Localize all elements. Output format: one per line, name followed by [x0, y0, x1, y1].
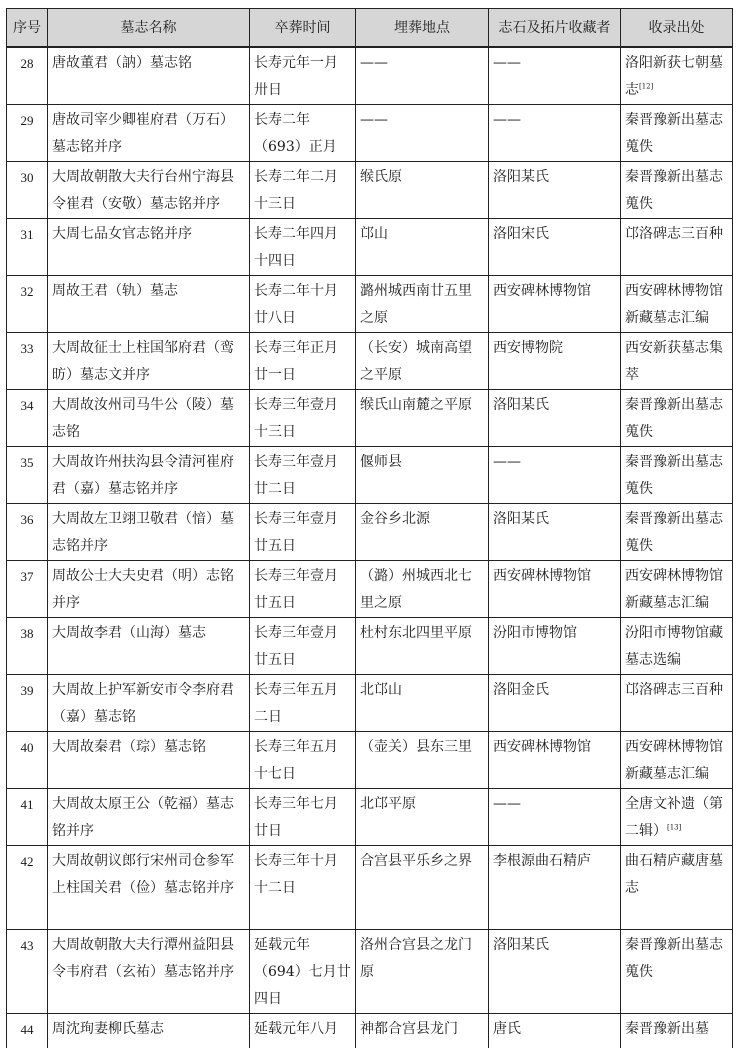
burial-date-text: 长寿三年壹月廿二日: [254, 454, 338, 497]
burial-date-text: 长寿三年壹月廿五日: [254, 511, 338, 554]
collection-holder: [489, 789, 621, 846]
collection-holder-text: 洛阳某氏: [493, 511, 549, 527]
source-publication-text: 秦晋豫新出墓志蒐佚: [625, 937, 723, 980]
row-number-text: 34: [20, 398, 34, 413]
row-number-text: 28: [20, 56, 34, 71]
collection-holder-text: 西安碑林博物馆: [493, 283, 591, 299]
inscription-name: [48, 618, 250, 675]
source-publication: [621, 47, 733, 105]
source-publication-text: 曲石精庐藏唐墓志: [625, 853, 723, 896]
source-publication: [621, 390, 733, 447]
burial-place-text: 洛州合宫县之龙门原: [360, 937, 472, 980]
inscription-name: [48, 732, 250, 789]
inscription-name-text: 周故公士大夫史君（明）志铭并序: [52, 568, 234, 611]
source-publication: [621, 276, 733, 333]
source-publication: [621, 1014, 733, 1048]
collection-holder-text: ——: [493, 112, 521, 128]
burial-date: [250, 789, 356, 846]
table-row: [7, 219, 733, 276]
source-publication: [621, 447, 733, 504]
inscription-name: [48, 675, 250, 732]
collection-holder-text: 洛阳某氏: [493, 397, 549, 413]
collection-holder: [489, 846, 621, 930]
header-cell: 序号: [7, 9, 48, 48]
source-publication-text: 全唐文补遗（第二辑）: [625, 796, 723, 839]
footnote-marker: [12]: [639, 82, 654, 91]
source-publication: [621, 618, 733, 675]
burial-place: [356, 162, 489, 219]
inscription-name: [48, 105, 250, 162]
burial-place-text: 北邙平原: [360, 796, 416, 812]
row-number-text: 42: [20, 854, 34, 869]
burial-date-text: 延载元年八月: [254, 1021, 338, 1037]
inscription-name: [48, 390, 250, 447]
table-row: [7, 846, 733, 930]
burial-date-text: 长寿三年七月廿日: [254, 796, 338, 839]
burial-date-text: 长寿三年十月十二日: [254, 853, 338, 896]
collection-holder: [489, 930, 621, 1014]
inscription-name: [48, 219, 250, 276]
burial-date-text: 长寿三年壹月廿五日: [254, 568, 338, 611]
row-number-text: 36: [20, 512, 34, 527]
inscription-name-text: 唐故司宰少卿崔府君（万石）墓志铭并序: [52, 112, 234, 155]
burial-date: [250, 162, 356, 219]
collection-holder: [489, 47, 621, 105]
collection-holder: [489, 732, 621, 789]
burial-date: [250, 561, 356, 618]
row-number-text: 30: [20, 170, 34, 185]
header-cell: 墓志名称: [48, 9, 250, 48]
source-publication: [621, 333, 733, 390]
row-number: [7, 675, 48, 732]
burial-place: [356, 732, 489, 789]
burial-place: [356, 219, 489, 276]
source-publication: [621, 105, 733, 162]
source-publication-text: 西安碑林博物馆新藏墓志汇编: [625, 283, 723, 326]
inscription-name: [48, 561, 250, 618]
table-row: [7, 105, 733, 162]
source-publication-text: 秦晋豫新出墓志蒐佚: [625, 454, 723, 497]
collection-holder: [489, 675, 621, 732]
collection-holder-text: ——: [493, 796, 521, 812]
table-header-row: [7, 9, 733, 48]
burial-place: [356, 504, 489, 561]
inscription-name-text: 大周故朝议郎行宋州司仓参军上柱国关君（俭）墓志铭并序: [52, 853, 234, 896]
inscription-name: [48, 504, 250, 561]
source-publication-text: 邙洛碑志三百种: [625, 682, 723, 698]
burial-place: [356, 930, 489, 1014]
source-publication-text: 西安新获墓志集萃: [625, 340, 723, 383]
table-row: [7, 561, 733, 618]
burial-date-text: 长寿二年十月廿八日: [254, 283, 338, 326]
collection-holder: [489, 504, 621, 561]
source-publication: [621, 162, 733, 219]
collection-holder: [489, 276, 621, 333]
inscription-name-text: 大周七品女官志铭并序: [52, 226, 192, 242]
burial-place: [356, 675, 489, 732]
row-number-text: 33: [20, 341, 34, 356]
source-publication: [621, 561, 733, 618]
inscription-name-text: 大周故许州扶沟县令清河崔府君（嘉）墓志铭并序: [52, 454, 234, 497]
burial-place-text: 金谷乡北源: [360, 511, 430, 527]
source-publication-text: 邙洛碑志三百种: [625, 226, 723, 242]
row-number: [7, 162, 48, 219]
row-number-text: 39: [20, 683, 34, 698]
row-number: [7, 732, 48, 789]
burial-place-text: （潞）州城西北七里之原: [360, 568, 472, 611]
inscription-name-text: 大周故秦君（琮）墓志铭: [52, 739, 206, 755]
row-number-text: 41: [20, 797, 34, 812]
collection-holder-text: 洛阳某氏: [493, 937, 549, 953]
table-row: [7, 930, 733, 1014]
burial-date: [250, 47, 356, 105]
inscription-name: [48, 789, 250, 846]
burial-date-text: 长寿三年正月廿一日: [254, 340, 338, 383]
burial-place: [356, 276, 489, 333]
collection-holder-text: 李根源曲石精庐: [493, 853, 591, 869]
source-publication-text: 洛阳新获七朝墓志: [625, 55, 723, 98]
collection-holder-text: ——: [493, 454, 521, 470]
inscription-name-text: 大周故朝散大夫行台州宁海县令崔君（安敬）墓志铭并序: [52, 169, 234, 212]
source-publication-text: 秦晋豫新出墓: [625, 1021, 709, 1037]
burial-place: [356, 333, 489, 390]
source-publication-text: 秦晋豫新出墓志蒐佚: [625, 397, 723, 440]
source-publication: [621, 732, 733, 789]
table-row: [7, 789, 733, 846]
row-number: [7, 1014, 48, 1048]
inscription-name-text: 大周故朝散大夫行潭州益阳县令韦府君（玄祐）墓志铭并序: [52, 937, 234, 980]
burial-place-text: 偃师县: [360, 454, 402, 470]
row-number: [7, 447, 48, 504]
collection-holder: [489, 219, 621, 276]
collection-holder: [489, 618, 621, 675]
burial-place-text: 潞州城西南廿五里之原: [360, 283, 472, 326]
burial-place-text: ——: [360, 112, 388, 128]
source-publication-text: 汾阳市博物馆藏墓志选编: [625, 625, 723, 668]
inscription-name-text: 大周故征士上柱国邹府君（鸾昉）墓志文并序: [52, 340, 234, 383]
inscription-name: [48, 930, 250, 1014]
collection-holder-text: 唐氏: [493, 1021, 521, 1037]
burial-place: [356, 846, 489, 930]
table-row: [7, 1014, 733, 1048]
row-number: [7, 789, 48, 846]
burial-date-text: 长寿二年四月十四日: [254, 226, 338, 269]
collection-holder-text: ——: [493, 55, 521, 71]
burial-place: [356, 447, 489, 504]
row-number: [7, 846, 48, 930]
inscription-name-text: 大周故汝州司马牛公（陵）墓志铭: [52, 397, 234, 440]
burial-date-text: 长寿三年壹月廿五日: [254, 625, 338, 668]
burial-place-text: 缑氏原: [360, 169, 402, 185]
burial-place-text: 邙山: [360, 226, 388, 242]
source-publication: [621, 504, 733, 561]
collection-holder: [489, 447, 621, 504]
burial-place-text: 神都合宫县龙门: [360, 1021, 458, 1037]
header-cell: 埋葬地点: [356, 9, 489, 48]
table-row: [7, 276, 733, 333]
inscription-name: [48, 276, 250, 333]
row-number: [7, 561, 48, 618]
collection-holder: [489, 561, 621, 618]
burial-place: [356, 618, 489, 675]
burial-date: [250, 618, 356, 675]
burial-date: [250, 219, 356, 276]
source-publication: [621, 219, 733, 276]
burial-date: [250, 276, 356, 333]
burial-date-text: 长寿二年二月十三日: [254, 169, 338, 212]
inscription-name-text: 大周故上护军新安市令李府君（嘉）墓志铭: [52, 682, 234, 725]
burial-place-text: 北邙山: [360, 682, 402, 698]
row-number: [7, 504, 48, 561]
burial-place: [356, 390, 489, 447]
tomb-inscription-table: [6, 8, 733, 1048]
collection-holder-text: 西安博物院: [493, 340, 563, 356]
header-cell: 卒葬时间: [250, 9, 356, 48]
burial-place-text: 缑氏山南麓之平原: [360, 397, 472, 413]
collection-holder-text: 西安碑林博物馆: [493, 568, 591, 584]
inscription-name-text: 大周故太原王公（乾福）墓志铭并序: [52, 796, 234, 839]
burial-date: [250, 333, 356, 390]
inscription-name-text: 大周故左卫翊卫敬君（愔）墓志铭并序: [52, 511, 234, 554]
table-row: [7, 447, 733, 504]
table-row: [7, 732, 733, 789]
burial-place: [356, 789, 489, 846]
source-publication: [621, 789, 733, 846]
row-number-text: 35: [20, 455, 34, 470]
burial-date: [250, 846, 356, 930]
row-number: [7, 276, 48, 333]
burial-date: [250, 390, 356, 447]
source-publication-text: 秦晋豫新出墓志蒐佚: [625, 511, 723, 554]
table-row: [7, 618, 733, 675]
burial-date: [250, 504, 356, 561]
header-cell: 志石及拓片收藏者: [489, 9, 621, 48]
row-number-text: 44: [20, 1022, 34, 1037]
header-cell: 收录出处: [621, 9, 733, 48]
table-row: [7, 162, 733, 219]
row-number-text: 31: [20, 227, 34, 242]
burial-place: [356, 561, 489, 618]
source-publication-text: 秦晋豫新出墓志蒐佚: [625, 112, 723, 155]
burial-date: [250, 105, 356, 162]
row-number-text: 29: [20, 113, 34, 128]
row-number: [7, 105, 48, 162]
collection-holder-text: 汾阳市博物馆: [493, 625, 577, 641]
footnote-marker: [13]: [667, 823, 682, 832]
collection-holder: [489, 1014, 621, 1048]
row-number: [7, 333, 48, 390]
source-publication-text: 西安碑林博物馆新藏墓志汇编: [625, 568, 723, 611]
row-number-text: 37: [20, 569, 34, 584]
table-row: [7, 47, 733, 105]
table-row: [7, 390, 733, 447]
collection-holder: [489, 162, 621, 219]
burial-date: [250, 1014, 356, 1048]
inscription-name: [48, 1014, 250, 1048]
collection-holder: [489, 333, 621, 390]
burial-date-text: 长寿二年（693）正月: [254, 112, 337, 155]
row-number-text: 40: [20, 740, 34, 755]
burial-place-text: 杜村东北四里平原: [360, 625, 472, 641]
collection-holder-text: 洛阳金氏: [493, 682, 549, 698]
burial-place: [356, 105, 489, 162]
burial-place-text: ——: [360, 55, 388, 71]
inscription-name: [48, 333, 250, 390]
source-publication-text: 西安碑林博物馆新藏墓志汇编: [625, 739, 723, 782]
table-row: [7, 675, 733, 732]
inscription-name: [48, 447, 250, 504]
burial-date-text: 延载元年（694）七月廿四日: [254, 937, 351, 1007]
inscription-name-text: 周故王君（轨）墓志: [52, 283, 178, 299]
row-number: [7, 219, 48, 276]
inscription-name-text: 大周故李君（山海）墓志: [52, 625, 206, 641]
collection-holder: [489, 390, 621, 447]
row-number: [7, 618, 48, 675]
collection-holder-text: 西安碑林博物馆: [493, 739, 591, 755]
table-row: [7, 504, 733, 561]
collection-holder-text: 洛阳宋氏: [493, 226, 549, 242]
burial-place-text: 合宫县平乐乡之界: [360, 853, 472, 869]
burial-date-text: 长寿三年五月十七日: [254, 739, 338, 782]
burial-place: [356, 47, 489, 105]
inscription-name-text: 周沈珣妻柳氏墓志: [52, 1021, 164, 1037]
burial-date: [250, 675, 356, 732]
burial-date-text: 长寿三年壹月十三日: [254, 397, 338, 440]
inscription-name: [48, 162, 250, 219]
inscription-name: [48, 47, 250, 105]
row-number-text: 43: [20, 938, 34, 953]
burial-date-text: 长寿三年五月二日: [254, 682, 338, 725]
burial-date: [250, 930, 356, 1014]
inscription-name-text: 唐故董君（訥）墓志铭: [52, 55, 192, 71]
burial-date-text: 长寿元年一月卅日: [254, 55, 338, 98]
row-number: [7, 47, 48, 105]
burial-place-text: （长安）城南高望之平原: [360, 340, 472, 383]
row-number: [7, 930, 48, 1014]
burial-date: [250, 447, 356, 504]
source-publication: [621, 675, 733, 732]
inscription-name: [48, 846, 250, 930]
burial-date: [250, 732, 356, 789]
collection-holder: [489, 105, 621, 162]
source-publication: [621, 930, 733, 1014]
row-number-text: 38: [20, 626, 34, 641]
source-publication-text: 秦晋豫新出墓志蒐佚: [625, 169, 723, 212]
row-number: [7, 390, 48, 447]
burial-place: [356, 1014, 489, 1048]
table-row: [7, 333, 733, 390]
row-number-text: 32: [20, 284, 34, 299]
collection-holder-text: 洛阳某氏: [493, 169, 549, 185]
source-publication: [621, 846, 733, 930]
burial-place-text: （壶关）县东三里: [360, 739, 472, 755]
